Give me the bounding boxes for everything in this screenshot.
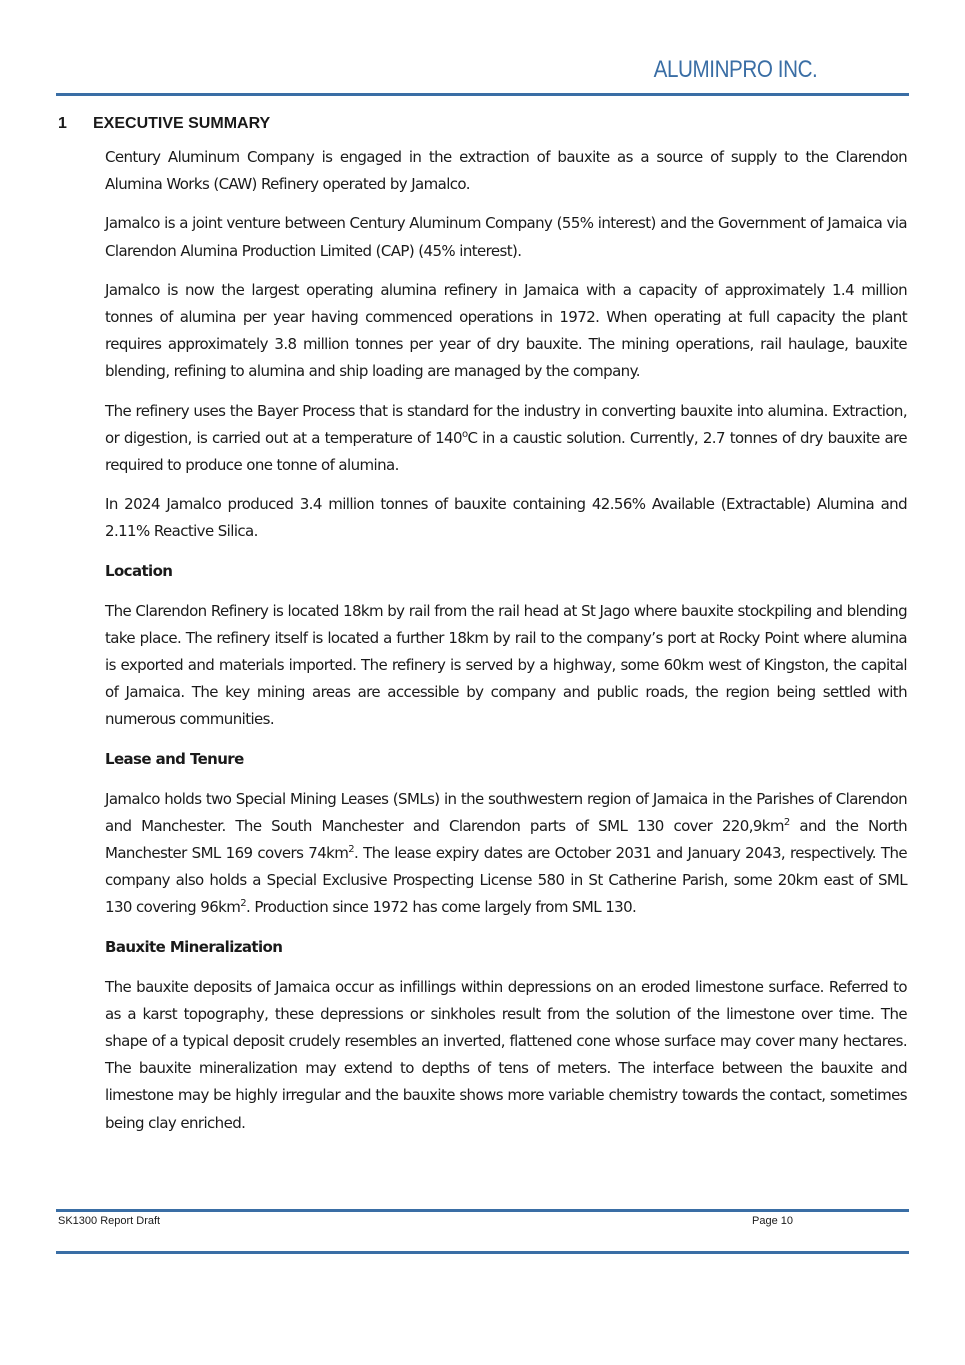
refinery-text-a: The refinery uses the Bayer Process that is standard for the industry in converting bauxite into alumina. Extraction, or digestion, is carried out at a temperature of 140: [105, 401, 907, 447]
lease-text-2: and the North Manchester SML 169 covers 74km: [105, 816, 907, 863]
section-number: 1: [58, 115, 67, 132]
capacity-paragraph: Jamalco is now the largest operating alumina refinery in Jamaica with a capacity of approximately 1.4 million tonnes of alumina per year having commenced operations in 1972. When operating at full capacity the plant requires approximately 3.8 million tonnes per year of dry bauxite. The mining operations, rail haulage, bauxite blending, refining to alumina and ship loading are managed by the company.: [105, 280, 907, 381]
squared-superscript: 2: [348, 844, 355, 856]
lease-text-3: . The lease expiry dates are October 2031 and January 2043, respectively. The company also holds a Special Exclusive Prospecting License 580 in St Catherine Parish, some 20km east of SML 130 covering 96km: [105, 844, 908, 917]
footer-rule-bottom: [56, 1251, 909, 1254]
refinery-text-b: C in a caustic solution. Currently, 2.7 tonnes of dry bauxite are required to produce one tonne of alumina.: [105, 428, 907, 475]
intro-paragraph: Century Aluminum Company is engaged in the extraction of bauxite as a source of supply to the Clarendon Alumina Works (CAW) Refinery operated by Jamalco.: [105, 148, 907, 194]
footer-report-name: SK1300 Report Draft: [58, 1215, 161, 1227]
document-body: [105, 144, 907, 1149]
squared-superscript: 2: [783, 816, 790, 828]
location-heading: Location: [105, 561, 173, 580]
lease-text-4: . Production since 1972 has come largely from SML 130.: [246, 898, 637, 917]
section-heading: [58, 115, 270, 133]
squared-superscript: 2: [240, 898, 247, 910]
footer-rule-top: [56, 1209, 909, 1212]
section-title: EXECUTIVE SUMMARY: [93, 115, 271, 132]
lease-heading: Lease and Tenure: [105, 749, 244, 768]
joint-venture-paragraph: Jamalco is a joint venture between Century Aluminum Company (55% interest) and the Government of Jamaica via Clarendon Alumina Production Limited (CAP) (45% interest).: [105, 214, 907, 260]
header-rule: [56, 93, 909, 96]
lease-paragraph: [105, 786, 907, 922]
degree-superscript: o: [461, 428, 468, 440]
company-name: ALUMINPRO INC.: [653, 56, 817, 83]
refinery-paragraph: [105, 398, 907, 480]
location-paragraph: The Clarendon Refinery is located 18km by rail from the rail head at St Jago where bauxite stockpiling and blending take place. The refinery itself is located a further 18km by rail to the company’s port at Rocky Point where alumina is exported and materials imported. The refinery is served by a highway, some 60km west of Kingston, the capital of Jamaica. The key mining areas are accessible by company and public roads, the region being settled with numerous communities.: [105, 601, 907, 729]
footer-page-number: Page 10: [752, 1215, 793, 1227]
mineralization-paragraph: The bauxite deposits of Jamaica occur as infillings within depressions on an eroded limestone surface. Referred to as a karst topography, these depressions or sinkholes result from the solution of the limestone over time. The shape of a typical deposit crudely resembles an inverted, flattened cone whose surface may cover many hectares. The bauxite mineralization may extend to depths of tens of meters. The interface between the bauxite and limestone may be highly irregular and the bauxite shows more variable chemistry towards the contact, sometimes being clay enriched.: [105, 977, 907, 1132]
production-paragraph: In 2024 Jamalco produced 3.4 million tonnes of bauxite containing 42.56% Available (Extractable) Alumina and 2.11% Reactive Silica.: [105, 495, 907, 541]
lease-text-1: Jamalco holds two Special Mining Leases (SMLs) in the southwestern region of Jamaica in the Parishes of Clarendon and Manchester. The South Manchester and Clarendon parts of SML 130 cover 220,9km: [105, 789, 907, 835]
mineralization-heading: Bauxite Mineralization: [105, 937, 283, 956]
